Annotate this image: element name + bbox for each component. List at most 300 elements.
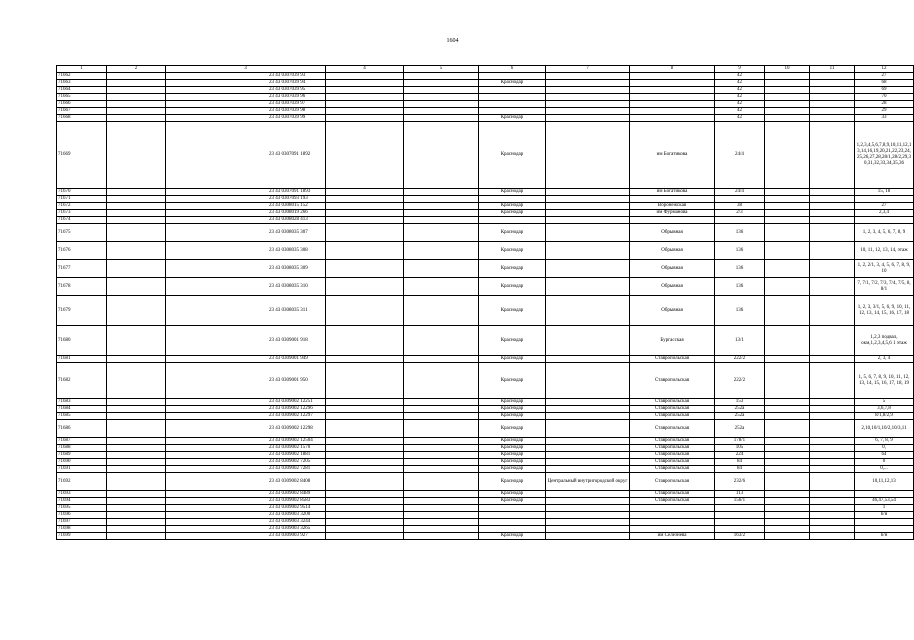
table-cell [326, 278, 404, 296]
table-cell [546, 189, 630, 196]
table-row [57, 260, 914, 278]
table-cell: 70 [855, 94, 914, 101]
table-cell [765, 224, 810, 242]
table-cell [546, 203, 630, 210]
table-cell: Ставропольская [630, 473, 715, 491]
table-cell: Краснодар [479, 278, 546, 296]
registry-table [56, 65, 914, 540]
table-cell: 23 43 0307039 95 [166, 87, 326, 94]
table-cell [810, 242, 855, 260]
table-cell [630, 505, 715, 512]
table-cell [326, 196, 404, 203]
table-cell [630, 512, 715, 519]
table-cell: 23 43 0308028 413 [166, 217, 326, 224]
table-cell: 7, 7/1, 7/2, 7/3, 7/4, 7/5, 8, 8/1 [855, 278, 914, 296]
table-cell [107, 526, 166, 533]
table-cell [404, 203, 479, 210]
table-cell [326, 445, 404, 452]
table-cell [107, 399, 166, 406]
table-cell [810, 122, 855, 189]
table-cell [326, 438, 404, 445]
table-cell: 23 43 0307039 98 [166, 108, 326, 115]
table-cell: Бургасская [630, 326, 715, 356]
table-cell: Ставропольская [630, 445, 715, 452]
table-cell [107, 519, 166, 526]
table-cell: 252а [715, 413, 765, 420]
table-cell [404, 413, 479, 420]
table-cell: Краснодар [479, 491, 546, 498]
table-cell [546, 326, 630, 356]
table-cell: 136 [715, 278, 765, 296]
table-cell [715, 505, 765, 512]
table-cell [326, 217, 404, 224]
table-cell [765, 87, 810, 94]
table-cell: 71664 [57, 87, 107, 94]
table-cell [107, 242, 166, 260]
table-cell [404, 356, 479, 363]
table-cell [810, 452, 855, 459]
table-cell: 71690 [57, 459, 107, 466]
table-cell: 71666 [57, 101, 107, 108]
table-cell: 23 43 0308035 307 [166, 224, 326, 242]
table-cell: 23 43 0309002 12251 [166, 399, 326, 406]
table-cell [479, 101, 546, 108]
table-cell [630, 526, 715, 533]
table-cell [765, 473, 810, 491]
table-cell [546, 519, 630, 526]
table-cell: 71692 [57, 473, 107, 491]
table-cell: 23 43 0309002 12504 [166, 438, 326, 445]
table-row [57, 420, 914, 438]
table-cell [810, 196, 855, 203]
table-cell [326, 326, 404, 356]
table-cell [326, 491, 404, 498]
table-cell: 23 43 0309001 918 [166, 326, 326, 356]
table-cell [107, 326, 166, 356]
table-cell [546, 466, 630, 473]
table-cell [810, 505, 855, 512]
table-cell: 71681 [57, 356, 107, 363]
table-cell: 71693 [57, 491, 107, 498]
table-cell: Обрывная [630, 260, 715, 278]
table-cell [546, 413, 630, 420]
table-cell [715, 526, 765, 533]
table-cell [765, 399, 810, 406]
table-cell [404, 210, 479, 217]
table-cell [765, 438, 810, 445]
table-cell: 1, 2, 3, 4, 5, 6, 7, 8, 9 [855, 224, 914, 242]
table-cell [546, 363, 630, 399]
table-cell: 1,2,3 подвал, окм,1,2,3,4,5,6 1 этаж [855, 326, 914, 356]
table-cell [404, 278, 479, 296]
table-cell: 71663 [57, 80, 107, 87]
table-cell: 27 [855, 73, 914, 80]
table-cell [107, 73, 166, 80]
table-cell [810, 459, 855, 466]
table-cell [107, 438, 166, 445]
table-row [57, 505, 914, 512]
table-cell [404, 498, 479, 505]
table-cell [326, 466, 404, 473]
table-cell: 224 [715, 452, 765, 459]
table-row [57, 189, 914, 196]
table-cell [404, 420, 479, 438]
table-cell [326, 115, 404, 122]
column-header: 1 [57, 66, 107, 73]
table-cell [810, 491, 855, 498]
table-cell [810, 399, 855, 406]
table-cell [546, 224, 630, 242]
table-cell: 1, 2, 2/1, 3, 4, 5, 6, 7, 8, 9, 10 [855, 260, 914, 278]
table-cell [765, 505, 810, 512]
table-row [57, 491, 914, 498]
table-cell [404, 505, 479, 512]
table-cell [546, 356, 630, 363]
table-cell: 42 [715, 87, 765, 94]
table-cell: Краснодар [479, 363, 546, 399]
table-cell [479, 196, 546, 203]
table-cell: им Богатикова [630, 189, 715, 196]
table-cell [107, 203, 166, 210]
table-row [57, 363, 914, 399]
table-row [57, 512, 914, 519]
table-cell: 71699 [57, 533, 107, 540]
table-cell: 71695 [57, 505, 107, 512]
table-cell [107, 466, 166, 473]
table-cell [326, 356, 404, 363]
table-cell [404, 73, 479, 80]
table-cell [765, 122, 810, 189]
table-cell [107, 512, 166, 519]
table-cell: 71673 [57, 210, 107, 217]
table-cell: 2, 3, 4 [855, 356, 914, 363]
table-cell [546, 399, 630, 406]
table-cell: 2,10,10/1,10/2,10/3,11 [855, 420, 914, 438]
table-cell: 71684 [57, 406, 107, 413]
table-cell [107, 296, 166, 326]
table-cell: 71674 [57, 217, 107, 224]
table-cell [855, 519, 914, 526]
table-cell: 136 [715, 260, 765, 278]
table-cell [765, 413, 810, 420]
table-cell [765, 108, 810, 115]
table-cell [107, 260, 166, 278]
table-cell [630, 217, 715, 224]
table-cell: Ставропольская [630, 420, 715, 438]
table-cell: 23 43 0309001 949 [166, 356, 326, 363]
table-cell [855, 491, 914, 498]
table-cell [765, 526, 810, 533]
table-cell [810, 363, 855, 399]
table-cell: Краснодар [479, 399, 546, 406]
table-cell: Ставропольская [630, 452, 715, 459]
table-cell [404, 115, 479, 122]
table-row [57, 459, 914, 466]
table-cell: 6, 7, 8, 9 [855, 438, 914, 445]
table-cell: Краснодар [479, 466, 546, 473]
table-cell [404, 399, 479, 406]
table-cell [326, 122, 404, 189]
table-cell: 23 43 0309003 3265 [166, 526, 326, 533]
table-cell: 105 [715, 445, 765, 452]
table-cell [810, 224, 855, 242]
table-cell [630, 80, 715, 87]
table-cell [715, 519, 765, 526]
table-cell: 84 [715, 466, 765, 473]
table-cell [630, 87, 715, 94]
table-cell: 222/2 [715, 363, 765, 399]
table-cell [404, 452, 479, 459]
table-cell [326, 108, 404, 115]
table-cell [326, 363, 404, 399]
table-cell: Ставропольская [630, 438, 715, 445]
table-cell: 15, 18 [855, 189, 914, 196]
table-cell [810, 512, 855, 519]
table-cell [404, 108, 479, 115]
table-cell: Ставропольская [630, 356, 715, 363]
table-cell [107, 406, 166, 413]
table-cell: 71675 [57, 224, 107, 242]
table-cell: 10, 11, 12, 13, 14, этаж [855, 242, 914, 260]
table-cell: Ставропольская [630, 413, 715, 420]
table-cell [855, 217, 914, 224]
table-cell: 42 [715, 80, 765, 87]
table-cell: 252а [715, 406, 765, 413]
table-cell: 252а [715, 420, 765, 438]
table-cell: 178/1 [715, 438, 765, 445]
table-cell [546, 505, 630, 512]
table-cell [810, 217, 855, 224]
table-cell: 71668 [57, 115, 107, 122]
table-cell [107, 356, 166, 363]
table-cell: 71689 [57, 452, 107, 459]
table-cell: Обрывная [630, 224, 715, 242]
table-cell: 13/1 [715, 326, 765, 356]
table-row [57, 452, 914, 459]
header-row [57, 66, 914, 73]
table-cell: 232/6 [715, 473, 765, 491]
table-cell [765, 326, 810, 356]
table-cell: Ставропольская [630, 399, 715, 406]
table-cell: 23 43 0309002 12297 [166, 413, 326, 420]
table-cell [630, 519, 715, 526]
table-cell [810, 296, 855, 326]
table-row [57, 80, 914, 87]
table-cell [546, 526, 630, 533]
table-cell [546, 459, 630, 466]
table-cell [810, 356, 855, 363]
table-cell [107, 278, 166, 296]
table-cell [630, 94, 715, 101]
table-cell [810, 533, 855, 540]
table-row [57, 203, 914, 210]
table-cell [107, 217, 166, 224]
column-header: 2 [107, 66, 166, 73]
table-cell: 71686 [57, 420, 107, 438]
table-cell [404, 296, 479, 326]
table-cell [404, 459, 479, 466]
table-cell: Краснодар [479, 80, 546, 87]
table-cell [107, 505, 166, 512]
table-cell [546, 420, 630, 438]
table-cell [546, 452, 630, 459]
table-row [57, 122, 914, 189]
table-cell: Краснодар [479, 260, 546, 278]
table-row [57, 94, 914, 101]
table-cell [630, 101, 715, 108]
table-cell [810, 519, 855, 526]
table-cell [326, 296, 404, 326]
table-cell: 23 43 0309002 12296 [166, 406, 326, 413]
table-cell [765, 217, 810, 224]
table-cell [546, 498, 630, 505]
table-cell: им Богатикова [630, 122, 715, 189]
table-cell: Краснодар [479, 356, 546, 363]
table-cell [404, 438, 479, 445]
table-cell [765, 459, 810, 466]
table-cell [404, 196, 479, 203]
table-cell: Краснодар [479, 533, 546, 540]
table-row [57, 101, 914, 108]
table-cell: 71670 [57, 189, 107, 196]
table-cell: 71671 [57, 196, 107, 203]
table-cell: 222/2 [715, 356, 765, 363]
table-cell [546, 73, 630, 80]
table-cell: 0 [855, 459, 914, 466]
table-cell: 23 43 0309002 7281 [166, 466, 326, 473]
table-cell [546, 278, 630, 296]
table-cell [546, 94, 630, 101]
table-cell [326, 406, 404, 413]
table-cell [546, 210, 630, 217]
table-cell [810, 420, 855, 438]
table-row [57, 210, 914, 217]
table-cell [404, 217, 479, 224]
table-cell: Краснодар [479, 203, 546, 210]
column-header: 12 [855, 66, 914, 73]
table-cell [404, 519, 479, 526]
table-cell: 71688 [57, 445, 107, 452]
table-cell: 23 43 0309002 9514 [166, 505, 326, 512]
table-cell [326, 242, 404, 260]
table-cell [326, 420, 404, 438]
table-cell: 23 43 0309003 927 [166, 533, 326, 540]
table-cell [404, 533, 479, 540]
table-cell: 136 [715, 224, 765, 242]
table-cell: 23 43 0308019 266 [166, 210, 326, 217]
table-cell [765, 260, 810, 278]
table-cell [810, 413, 855, 420]
table-cell [810, 466, 855, 473]
table-cell [479, 526, 546, 533]
table-cell: Краснодар [479, 473, 546, 491]
table-cell: 23 43 0309002 1570 [166, 445, 326, 452]
table-cell [404, 326, 479, 356]
table-cell: Ставропольская [630, 498, 715, 505]
table-cell [107, 491, 166, 498]
table-cell: 23 43 0307093 193 [166, 196, 326, 203]
table-cell [546, 533, 630, 540]
table-cell [404, 189, 479, 196]
table-cell [810, 473, 855, 491]
table-cell [404, 512, 479, 519]
table-cell: 42 [715, 115, 765, 122]
table-cell [810, 438, 855, 445]
table-row [57, 115, 914, 122]
table-row [57, 526, 914, 533]
table-cell: 23 43 0307039 93 [166, 73, 326, 80]
table-cell: 71667 [57, 108, 107, 115]
table-cell: Краснодар [479, 210, 546, 217]
table-cell [107, 122, 166, 189]
table-cell [765, 466, 810, 473]
table-cell [810, 108, 855, 115]
column-header: 11 [810, 66, 855, 73]
table-cell: 27 [855, 203, 914, 210]
table-cell: Краснодар [479, 115, 546, 122]
table-cell [326, 473, 404, 491]
table-cell: 23 43 0308015 152 [166, 203, 326, 210]
table-cell [810, 210, 855, 217]
table-cell [326, 452, 404, 459]
table-cell: 1, 2, 3, 3/1, 5, 6, 9, 10, 11, 12, 13, 14, 15, 16, 17, 18 [855, 296, 914, 326]
table-cell: 71679 [57, 296, 107, 326]
table-row [57, 399, 914, 406]
table-cell [326, 260, 404, 278]
table-cell [404, 406, 479, 413]
table-cell: 71691 [57, 466, 107, 473]
table-row [57, 473, 914, 491]
table-cell [479, 519, 546, 526]
table-row [57, 413, 914, 420]
table-cell: 23 43 0309002 8408 [166, 473, 326, 491]
table-cell: 23 43 0307091 1893 [166, 189, 326, 196]
table-cell [107, 101, 166, 108]
table-cell [765, 512, 810, 519]
table-cell: Воронежская [630, 203, 715, 210]
table-row [57, 406, 914, 413]
column-header: 3 [166, 66, 326, 73]
table-cell [107, 473, 166, 491]
table-cell [326, 210, 404, 217]
table-cell: 33 [855, 115, 914, 122]
table-cell [630, 73, 715, 80]
table-cell [404, 526, 479, 533]
table-cell: 1 [855, 505, 914, 512]
table-cell: 71669 [57, 122, 107, 189]
table-cell: 23 43 0307091 1892 [166, 122, 326, 189]
table-row [57, 356, 914, 363]
table-cell [765, 491, 810, 498]
table-cell [326, 512, 404, 519]
table-cell [404, 87, 479, 94]
table-cell: им Селезнева [630, 533, 715, 540]
table-cell: 42 [715, 94, 765, 101]
table-cell: 71696 [57, 512, 107, 519]
table-cell [765, 363, 810, 399]
table-cell: 71680 [57, 326, 107, 356]
table-cell: 68 [855, 80, 914, 87]
table-cell [546, 242, 630, 260]
table-cell [326, 73, 404, 80]
table-cell: 23 43 0309002 1881 [166, 452, 326, 459]
table-cell: 136 [715, 242, 765, 260]
table-cell: 71676 [57, 242, 107, 260]
table-row [57, 296, 914, 326]
table-cell [107, 420, 166, 438]
table-cell: 23 43 0309002 12298 [166, 420, 326, 438]
table-cell [326, 459, 404, 466]
